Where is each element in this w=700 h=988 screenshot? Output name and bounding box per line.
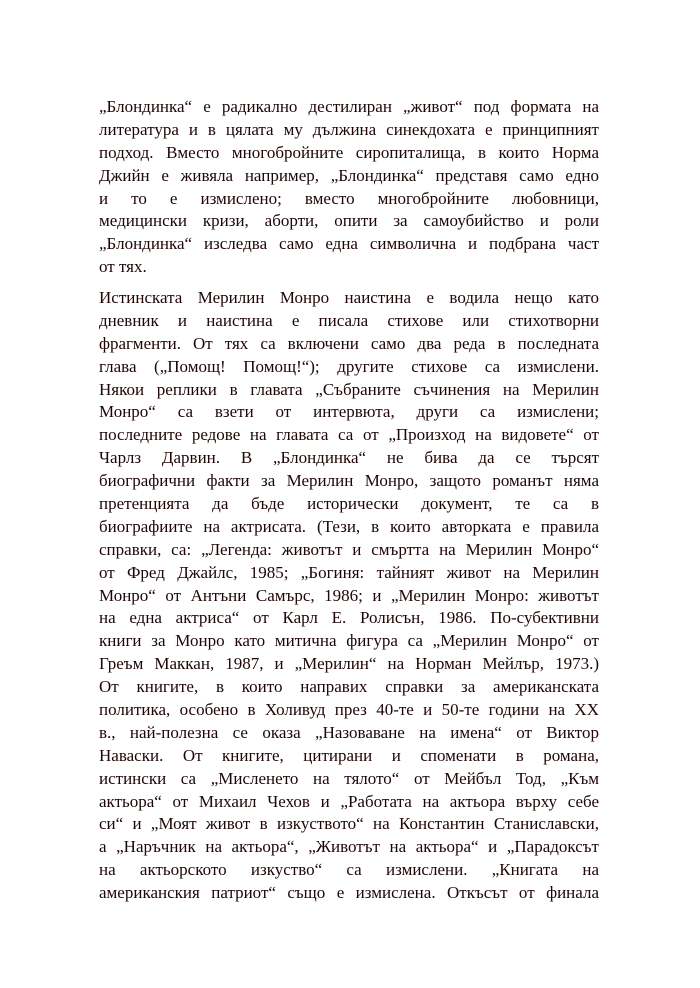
- text-line: „Блондинка“ изследва само една символична и подбрана част: [99, 234, 599, 254]
- text-line: дневник и наистина е писала стихове или стихотворни: [99, 310, 599, 330]
- text-line: Монро“ са взети от интервюта, други са измислени;: [99, 402, 599, 422]
- text-line: От книгите, в които направих справки за американската: [99, 677, 599, 697]
- text-line: „Блондинка“ е радикално дестилиран „живот“ под формата на: [99, 97, 599, 116]
- text-line: фрагменти. От тях са включени само два реда в последната: [99, 333, 599, 353]
- text-line: биографични факти за Мерилин Монро, защото романът няма: [99, 471, 599, 491]
- text-line: актьора“ от Михаил Чехов и „Работата на актьора върху себе: [99, 791, 599, 811]
- paragraph-2: [99, 287, 599, 905]
- text-line: от Фред Джайлс, 1985; „Богиня: тайният живот на Мерилин: [99, 562, 599, 582]
- text-line: а „Наръчник на актьора“, „Животът на актьора“ и „Парадоксът: [99, 837, 599, 857]
- text-line: на една актриса“ от Карл Е. Ролисън, 1986. По-субективни: [99, 608, 599, 628]
- text-line: истински са „Мисленето на тялото“ от Мейбъл Тод, „Към: [99, 768, 599, 788]
- text-line: си“ и „Моят живот в изкуството“ на Константин Станиславски,: [99, 814, 599, 834]
- text-line: политика, особено в Холивуд през 40-те и 50-те години на XX: [99, 700, 599, 720]
- text-line: последните редове на главата са от „Произход на видовете“ от: [99, 425, 599, 445]
- text-line: Чарлз Дарвин. В „Блондинка“ не бива да се търсят: [99, 448, 599, 468]
- text-line: Джийн е живяла например, „Блондинка“ представя само едно: [99, 165, 599, 185]
- text-line: и то е измислено; вместо многобройните любовници,: [99, 188, 599, 208]
- text-line: претенцията да бъде исторически документ, те са в: [99, 494, 599, 514]
- text-line: подход. Вместо многобройните сиропиталища, в които Норма: [99, 142, 599, 162]
- text-line: американския патриот“ също е измислена. Откъсът от финала: [99, 883, 599, 903]
- text-line: Истинската Мерилин Монро наистина е водила нещо като: [99, 288, 599, 307]
- text-line: глава („Помощ! Помощ!“); другите стихове са измислени.: [99, 356, 599, 376]
- text-line: медицински кризи, аборти, опити за самоубийство и роли: [99, 211, 599, 231]
- text-line: книги за Монро като митична фигура са „Мерилин Монро“ от: [99, 631, 599, 651]
- text-line: Някои реплики в главата „Събраните съчинения на Мерилин: [99, 379, 599, 399]
- text-line: литература и в цялата му дължина синекдохата е принципният: [99, 119, 599, 139]
- text-line: в., най-полезна се оказа „Назоваване на имена“ от Виктор: [99, 722, 599, 742]
- text-line: Грeъм Маккан, 1987, и „Мерилин“ на Норман Мейлър, 1973.): [99, 654, 599, 674]
- paragraph-1: [99, 96, 599, 279]
- text-line: справки, са: „Легенда: животът и смъртта на Мерилин Монро“: [99, 539, 599, 559]
- text-line: от тях.: [99, 257, 147, 277]
- text-line: Монро“ от Антъни Самърс, 1986; и „Мерилин Монро: животът: [99, 585, 599, 605]
- text-line: Наваски. От книгите, цитирани и споменати в романа,: [99, 745, 599, 765]
- text-line: на актьорското изкуство“ са измислени. „Книгата на: [99, 860, 599, 880]
- text-line: биографиите на актрисата. (Тези, в които авторката е правила: [99, 516, 599, 536]
